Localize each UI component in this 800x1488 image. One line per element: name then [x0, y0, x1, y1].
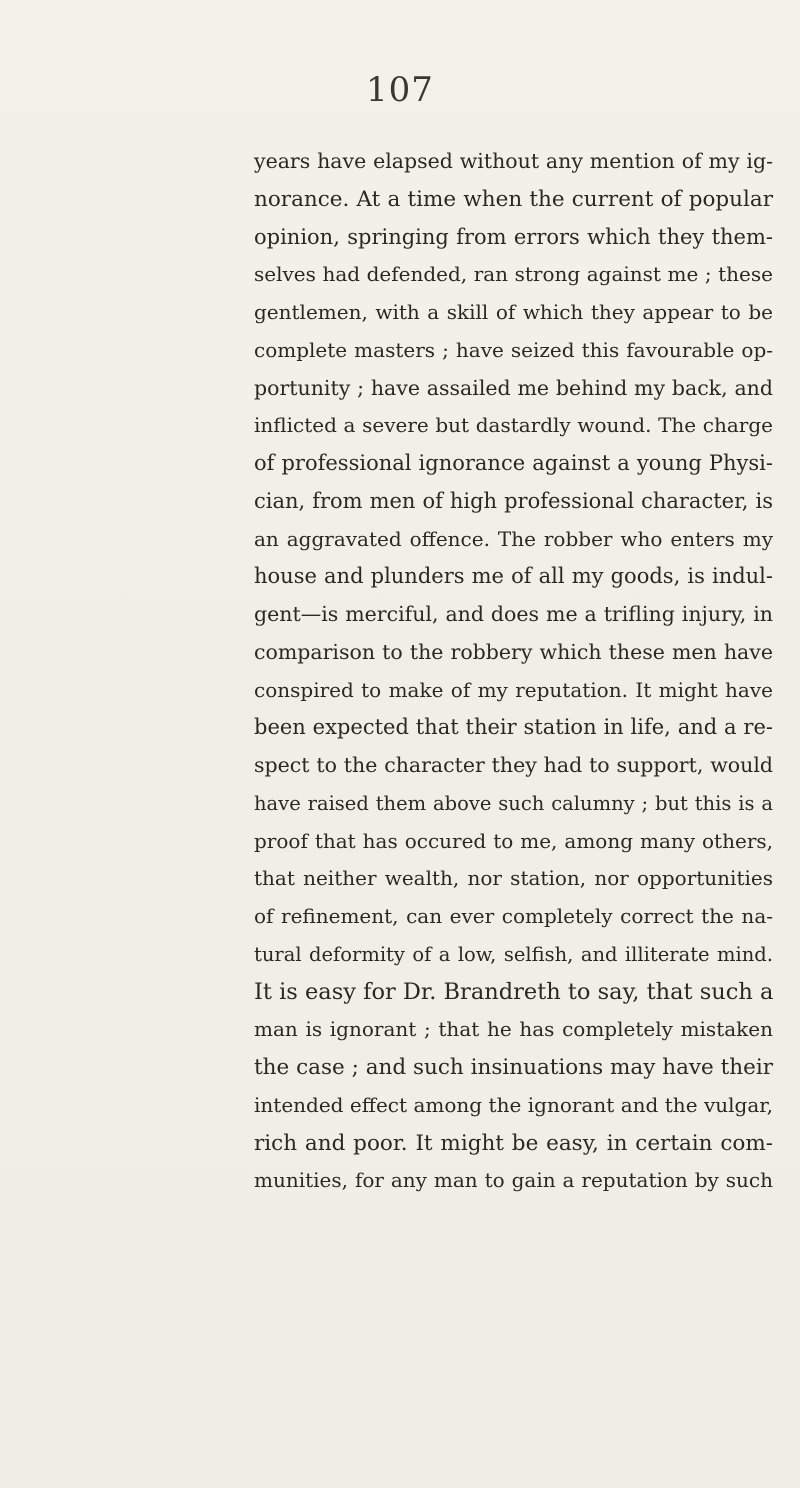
text-line: the case ; and such insinuations may have their: [254, 1055, 773, 1080]
body-text: [254, 143, 773, 1200]
text-line: tural deformity of a low, selfish, and illiterate mind.: [254, 942, 773, 966]
text-line: been expected that their station in life, and a re-: [254, 715, 773, 740]
text-line: conspired to make of my reputation. It might have: [254, 677, 773, 702]
text-line: cian, from men of high professional character, is: [254, 488, 773, 513]
text-line: proof that has occured to me, among many others,: [254, 828, 773, 853]
text-line: of refinement, can ever completely correct the na-: [254, 904, 773, 928]
text-line: opinion, springing from errors which they them-: [254, 224, 773, 249]
text-line: of professional ignorance against a young Physi-: [254, 451, 773, 475]
text-line: an aggravated offence. The robber who enters my: [254, 526, 773, 551]
text-line: intended effect among the ignorant and the vulgar,: [254, 1092, 773, 1117]
text-line: gent—is merciful, and does me a trifling injury, in: [254, 602, 773, 626]
text-line: spect to the character they had to support, would: [254, 753, 773, 777]
text-line: house and plunders me of all my goods, is indul-: [254, 564, 773, 589]
text-line: munities, for any man to gain a reputation by such: [254, 1168, 773, 1193]
text-line: portunity ; have assailed me behind my back, and: [254, 375, 773, 400]
text-line: gentlemen, with a skill of which they appear to be: [254, 300, 773, 324]
text-line: It is easy for Dr. Brandreth to say, that such a: [254, 978, 774, 1005]
page-number: 107: [366, 70, 434, 110]
text-line: rich and poor. It might be easy, in certain com-: [254, 1130, 773, 1156]
text-line: complete masters ; have seized this favourable op-: [254, 337, 773, 362]
text-line: inflicted a severe but dastardly wound. The charge: [254, 413, 773, 438]
text-line: years have elapsed without any mention of my ig-: [254, 149, 773, 173]
text-line: selves had defended, ran strong against me ; these: [254, 262, 773, 287]
text-line: norance. At a time when the current of popular: [254, 186, 773, 212]
text-line: that neither wealth, nor station, nor opportunities: [254, 866, 773, 891]
text-line: man is ignorant ; that he has completely mistaken: [254, 1017, 773, 1042]
text-line: comparison to the robbery which these men have: [254, 639, 773, 664]
text-line: have raised them above such calumny ; but this is a: [254, 791, 773, 815]
